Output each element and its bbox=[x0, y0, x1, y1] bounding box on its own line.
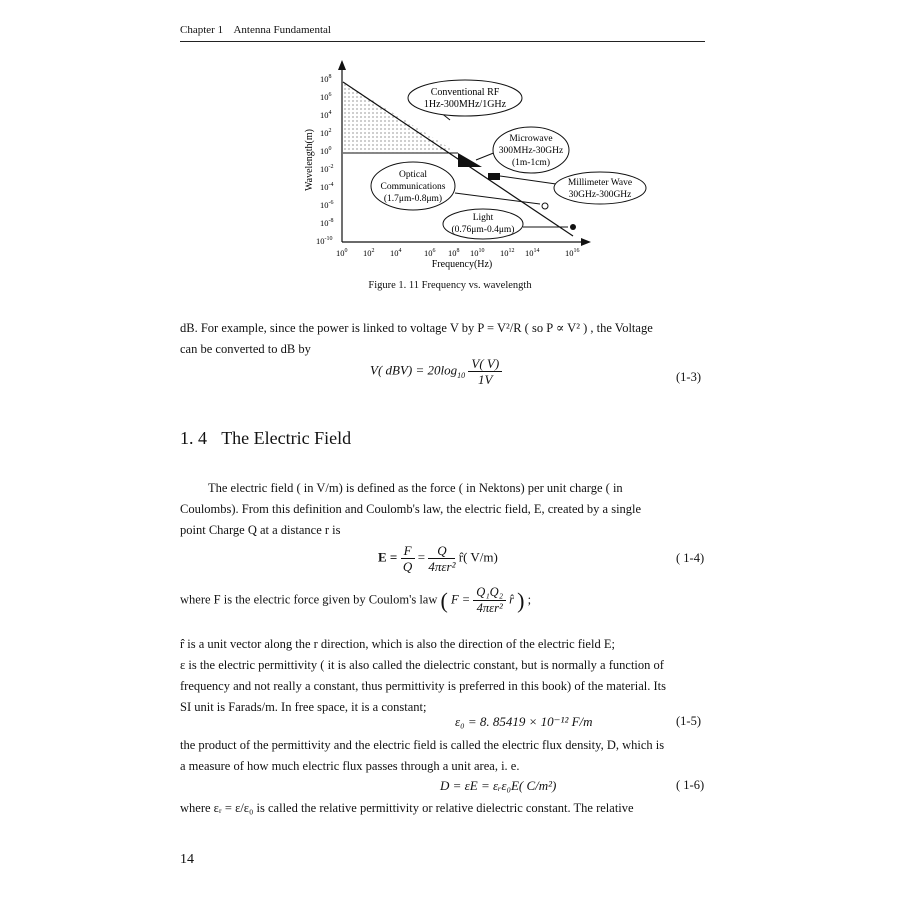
section-number: 1. 4 bbox=[180, 428, 207, 448]
text-line: frequency and not really a constant, thus permittivity is preferred in this book) of the material. Its bbox=[180, 679, 666, 693]
x-tick: $10^4$ bbox=[390, 248, 402, 258]
eq14-f1-num: F bbox=[401, 543, 415, 559]
x-tick: $10^2$ bbox=[363, 248, 375, 258]
light-callout-line1: Light bbox=[472, 213, 494, 223]
text-line: ε is the electric permittivity ( it is also called the dielectric constant, but is normally a function of bbox=[180, 658, 664, 672]
microwave-callout-line3: (1m-1cm) bbox=[512, 158, 550, 168]
text-line: a measure of how much electric flux passes through a unit area, i. e. bbox=[180, 759, 520, 773]
rf-callout-line2: 1Hz-300MHz/1GHz bbox=[423, 99, 507, 110]
section-heading bbox=[180, 428, 351, 449]
light-callout-line2: (0.76μm-0.4μm) bbox=[451, 225, 515, 235]
y-tick: $10^8$ bbox=[320, 74, 332, 84]
text-line: Coulombs). From this definition and Coulomb's law, the electric field, E, created by a single bbox=[180, 502, 642, 516]
eq13-fraction bbox=[468, 356, 502, 387]
microwave-callout-line1: Microwave bbox=[509, 134, 553, 144]
eq14-frac1 bbox=[401, 543, 415, 574]
y-tick-labels bbox=[316, 74, 334, 246]
mmwave-callout-line1: Millimeter Wave bbox=[567, 178, 633, 188]
y-tick: $10^6$ bbox=[320, 92, 332, 102]
page-number: 14 bbox=[180, 852, 194, 867]
eq14-equals: = bbox=[417, 549, 426, 565]
eq14-frac2 bbox=[428, 543, 455, 574]
eq14-f1-den: Q bbox=[402, 559, 413, 574]
equation-1-3 bbox=[370, 356, 502, 387]
coulomb-num: Q₁Q₂ bbox=[473, 585, 506, 601]
light-marker bbox=[570, 224, 576, 230]
coulomb-end: ; bbox=[527, 592, 532, 607]
x-tick: $10^{16}$ bbox=[565, 248, 580, 258]
eq14-lhs: E = bbox=[378, 549, 398, 565]
optical-connector bbox=[455, 193, 540, 204]
x-tick: $10^6$ bbox=[424, 248, 436, 258]
y-tick: $10^2$ bbox=[320, 128, 332, 138]
x-axis-label: Frequency(Hz) bbox=[431, 259, 493, 270]
text-line: can be converted to dB by bbox=[180, 342, 311, 356]
eq14-f2-num: Q bbox=[428, 543, 455, 559]
x-tick: $10^0$ bbox=[336, 248, 348, 258]
eq13-denominator: 1V bbox=[478, 372, 493, 387]
x-tick: $10^{14}$ bbox=[525, 248, 540, 258]
eq-number: ( 1-6) bbox=[676, 778, 705, 792]
y-tick: $10^{-10}$ bbox=[316, 236, 333, 246]
eq13-lhs: V( dBV) = 20log bbox=[370, 362, 458, 378]
coulomb-den: 4πεr² bbox=[476, 601, 503, 615]
eq13-sub: 10 bbox=[457, 371, 466, 381]
coulomb-F: F = bbox=[450, 592, 471, 607]
paragraph-electric-field bbox=[180, 478, 705, 541]
figure-caption: Figure 1. 11 Frequency vs. wavelength bbox=[368, 280, 532, 291]
microwave-band bbox=[458, 153, 482, 167]
running-header bbox=[180, 24, 331, 36]
eq-number: (1-5) bbox=[676, 714, 701, 728]
equation-1-5: ε₀ = 8. 85419 × 10⁻¹² F/m bbox=[455, 714, 593, 729]
y-axis-arrow bbox=[338, 60, 346, 70]
equation-1-4 bbox=[378, 543, 498, 574]
optical-marker bbox=[542, 203, 548, 209]
text-line: The electric field ( in V/m) is defined as the force ( in Nektons) per unit charge ( in bbox=[208, 481, 623, 495]
eq14-f2-den: 4πεr² bbox=[428, 559, 456, 574]
x-tick: $10^8$ bbox=[448, 248, 460, 258]
eq13-numerator: V( V) bbox=[468, 356, 502, 372]
y-tick: $10^4$ bbox=[320, 110, 332, 120]
mmwave-connector bbox=[500, 176, 556, 184]
optical-callout-line1: Optical bbox=[399, 170, 427, 180]
paragraph-relative-permittivity bbox=[180, 798, 705, 819]
x-tick: $10^{10}$ bbox=[470, 248, 485, 258]
x-tick: $10^{12}$ bbox=[500, 248, 515, 258]
y-tick: $10^{-8}$ bbox=[320, 218, 334, 228]
paragraph-coulomb: where F is the electric force given by Coulom's law ( F = $\frac{\text{Q₁Q₂}}{\text{4πεr²}}$ r̂ ) ; bbox=[180, 585, 532, 615]
coulomb-fraction bbox=[473, 585, 506, 616]
text-line: dB. For example, since the power is linked to voltage V by P = V²/R ( so P ∝ V² ) , the Voltage bbox=[180, 321, 653, 335]
chapter-label: Chapter 1 bbox=[180, 24, 224, 36]
text-line: the product of the permittivity and the electric field is called the electric flux density, D, which is bbox=[180, 738, 665, 752]
frequency-wavelength-figure bbox=[300, 60, 660, 270]
paragraph-flux-density bbox=[180, 735, 705, 777]
paragraph-definitions bbox=[180, 634, 705, 718]
paragraph-db bbox=[180, 318, 705, 360]
mmwave-callout-line2: 30GHz-300GHz bbox=[568, 190, 632, 200]
y-tick: $10^{-6}$ bbox=[320, 200, 334, 210]
chapter-title: Antenna Fundamental bbox=[233, 24, 331, 36]
equation-1-6: D = εE = εᵣε₀E( C/m²) bbox=[440, 778, 557, 793]
section-title: The Electric Field bbox=[221, 428, 352, 448]
y-tick: $10^{-4}$ bbox=[320, 182, 334, 192]
coulomb-rhat: r̂ bbox=[509, 592, 515, 607]
mmwave-band bbox=[488, 173, 500, 180]
eq14-rest: r̂( V/m) bbox=[458, 549, 498, 565]
eq-number: (1-3) bbox=[676, 370, 701, 384]
text-line: r̂ is a unit vector along the r direction, which is also the direction of the electric field E; bbox=[180, 637, 615, 651]
text-line: point Charge Q at a distance r is bbox=[180, 523, 341, 537]
rf-callout bbox=[408, 80, 522, 116]
x-tick-labels bbox=[336, 248, 580, 258]
optical-callout-line3: (1.7μm-0.8μm) bbox=[383, 194, 443, 204]
x-axis-arrow bbox=[581, 238, 591, 246]
optical-callout-line2: Communications bbox=[380, 182, 446, 192]
rf-callout-line1: Conventional RF bbox=[430, 87, 500, 98]
text-line: SI unit is Farads/m. In free space, it is a constant; bbox=[180, 700, 427, 714]
y-tick: $10^0$ bbox=[320, 146, 332, 156]
text-line: where εᵣ = ε/ε₀ is called the relative permittivity or relative dielectric constant. The relative bbox=[180, 801, 634, 815]
microwave-callout-line2: 300MHz-30GHz bbox=[498, 146, 564, 156]
text-line: where F is the electric force given by Coulom's law bbox=[180, 592, 438, 607]
header-rule bbox=[180, 41, 705, 42]
eq-number: ( 1-4) bbox=[676, 551, 705, 565]
y-axis-label: Wavelength(m) bbox=[304, 129, 315, 191]
y-tick: $10^{-2}$ bbox=[320, 164, 334, 174]
